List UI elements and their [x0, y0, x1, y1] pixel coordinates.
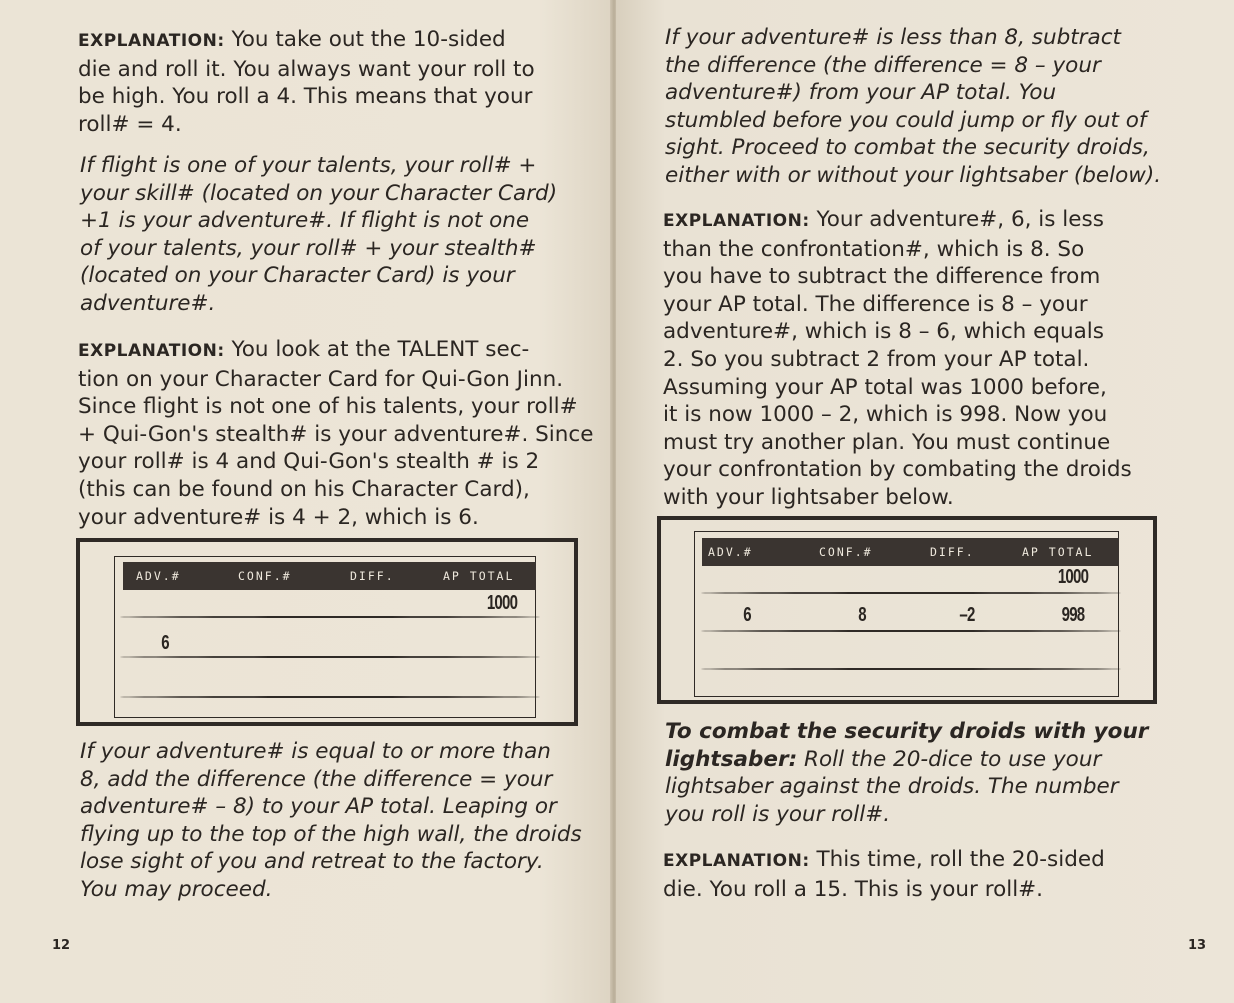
explanation-paragraph-4: [663, 846, 1105, 903]
header-conf: CONF.#: [238, 569, 292, 583]
cell-ap-total-1: 1000: [1057, 566, 1089, 588]
text-line: If your adventure# is equal to or more than: [80, 739, 551, 764]
explanation-label: EXPLANATION:: [78, 31, 225, 51]
text-line: (this can be found on his Character Card),: [78, 476, 530, 502]
text-line: roll# = 4.: [78, 111, 182, 137]
table-rule: [120, 616, 540, 618]
text-line: it is now 1000 – 2, which is 998. Now you: [663, 402, 1108, 428]
text-line: your AP total. The difference is 8 – your: [663, 291, 1088, 317]
explanation-label: EXPLANATION:: [78, 341, 225, 361]
text-line: (located on your Character Card) is your: [80, 263, 515, 289]
cell-ap-total-2: 998: [1061, 604, 1085, 626]
table-rule: [120, 696, 540, 698]
text-line: stumbled before you could jump or fly out of: [665, 107, 1147, 133]
text-line: with your lightsaber below.: [663, 484, 954, 510]
text-line: be high. You roll a 4. This means that your: [78, 84, 533, 110]
text-line: Your adventure#, 6, is less: [809, 207, 1104, 232]
table-rule: [701, 668, 1121, 670]
text-line: You take out the 10-sided: [224, 27, 506, 52]
cell-diff-2: –2: [959, 604, 975, 626]
combat-heading: To combat the security droids with your lightsaber:: [665, 719, 1149, 772]
table-rule: [701, 630, 1121, 632]
explanation-paragraph-1: [78, 26, 535, 138]
combat-instruction-paragraph: [665, 718, 1234, 828]
text-line: Roll the 20-dice to use your: [797, 746, 1102, 772]
header-diff: DIFF.: [350, 569, 395, 583]
explanation-label: EXPLANATION:: [663, 211, 810, 231]
text-line: lose sight of you and retreat to the factory.: [80, 849, 544, 875]
header-adv: ADV.#: [136, 569, 181, 583]
text-line: You look at the TALENT sec-: [224, 337, 530, 362]
text-line: than the confrontation#, which is 8. So: [663, 236, 1085, 262]
cell-adv-2: 6: [743, 604, 751, 626]
success-rule-paragraph: [80, 738, 582, 904]
text-line: Assuming your AP total was 1000 before,: [663, 374, 1107, 400]
text-line: your adventure# is 4 + 2, which is 6.: [78, 504, 479, 530]
text-line: die. You roll a 15. This is your roll#.: [663, 876, 1044, 902]
right-page: [616, 0, 1234, 1003]
table-header: [123, 562, 536, 590]
ap-tracking-table: [76, 538, 578, 726]
text-line: +1 is your adventure#. If flight is not one: [80, 208, 530, 234]
text-line: your skill# (located on your Character Card): [80, 180, 558, 206]
text-line: + Qui-Gon's stealth# is your adventure#. Since: [78, 421, 594, 447]
text-line: the difference (the difference = 8 – your: [665, 52, 1101, 78]
text-line: 8, add the difference (the difference = your: [80, 766, 553, 792]
text-line: you roll is your roll#.: [665, 801, 891, 827]
text-line: Since flight is not one of his talents, your roll#: [78, 394, 578, 420]
cell-conf-2: 8: [858, 604, 866, 626]
failure-rule-paragraph: [665, 24, 1161, 190]
table-rule: [120, 656, 540, 658]
header-ap-total: AP TOTAL: [1022, 545, 1094, 559]
header-conf: CONF.#: [819, 545, 873, 559]
text-line: 2. So you subtract 2 from your AP total.: [663, 346, 1090, 372]
text-line: adventure# – 8) to your AP total. Leaping or: [80, 794, 557, 820]
text-line: either with or without your lightsaber (below).: [665, 162, 1162, 188]
ap-tracking-table: [657, 516, 1157, 704]
text-line: you have to subtract the difference from: [663, 264, 1101, 290]
page-number: 12: [52, 938, 71, 953]
text-line: You may proceed.: [80, 876, 273, 902]
header-adv: ADV.#: [708, 545, 753, 559]
explanation-paragraph-3: [663, 206, 1132, 512]
text-line: flying up to the top of the high wall, the droids: [80, 821, 582, 847]
text-line: adventure#, which is 8 – 6, which equals: [663, 319, 1104, 345]
text-line: must try another plan. You must continue: [663, 429, 1111, 455]
text-line: lightsaber against the droids. The number: [665, 774, 1119, 800]
text-line: die and roll it. You always want your roll to: [78, 56, 535, 82]
explanation-paragraph-2: [78, 336, 593, 531]
cell-ap-total-1: 1000: [486, 592, 518, 614]
text-line: sight. Proceed to combat the security droids,: [665, 135, 1150, 161]
table-header: [702, 538, 1119, 566]
text-line: If your adventure# is less than 8, subtract: [665, 25, 1121, 50]
header-ap-total: AP TOTAL: [443, 569, 515, 583]
text-line: your confrontation by combating the droids: [663, 457, 1132, 483]
text-line: adventure#.: [80, 290, 216, 316]
left-page: [0, 0, 612, 1003]
text-line: your roll# is 4 and Qui-Gon's stealth # is 2: [78, 449, 540, 475]
cell-adv-2: 6: [161, 632, 169, 654]
flight-rule-paragraph: [80, 152, 557, 318]
text-line: adventure#) from your AP total. You: [665, 80, 1057, 106]
explanation-label: EXPLANATION:: [663, 851, 810, 871]
header-diff: DIFF.: [930, 545, 975, 559]
table-rule: [701, 592, 1121, 594]
page-number: 13: [1188, 938, 1207, 953]
text-line: This time, roll the 20-sided: [809, 847, 1105, 872]
text-line: tion on your Character Card for Qui-Gon Jinn.: [78, 366, 564, 392]
text-line: of your talents, your roll# + your stealth#: [80, 235, 537, 261]
text-line: If flight is one of your talents, your roll# +: [80, 153, 537, 178]
